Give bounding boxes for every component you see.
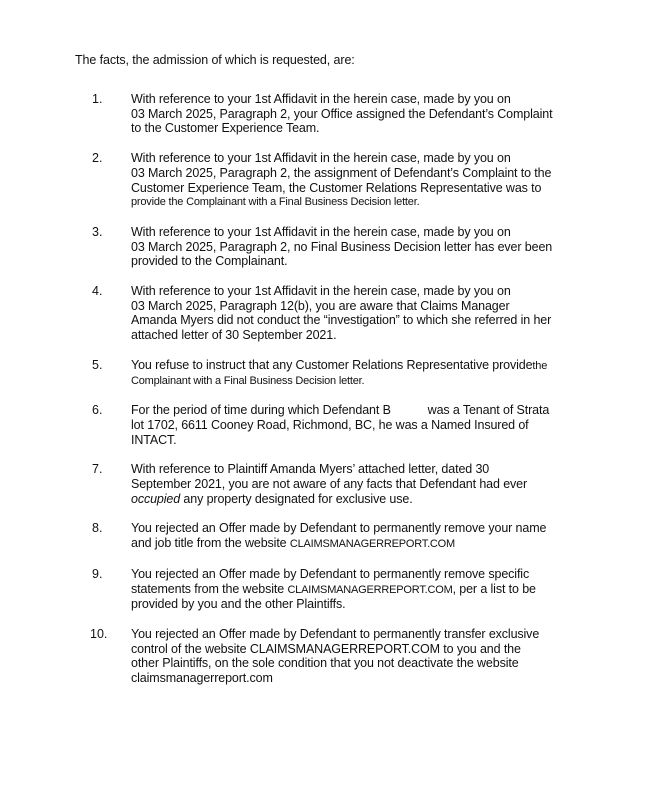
item-line: other Plaintiffs, on the sole condition that you not deactivate the website (131, 656, 519, 671)
italic-word: occupied (131, 491, 181, 506)
list-item (0, 92, 649, 136)
item-line: to the Customer Experience Team. (131, 121, 320, 136)
list-item (0, 284, 649, 343)
item-text (131, 627, 579, 686)
website-name: CLAIMSMANAGERREPORT.COM (289, 538, 455, 551)
item-number: 3. (92, 224, 103, 239)
item-line: With reference to Plaintiff Amanda Myers’ attached letter, dated 30 (131, 462, 490, 477)
item-line (131, 536, 579, 552)
item-line: 03 March 2025, Paragraph 2, the assignment of Defendant’s Complaint to the (131, 165, 552, 180)
item-line: 03 March 2025, Paragraph 12(b), you are aware that Claims Manager (131, 298, 510, 313)
item-text (131, 521, 579, 551)
item-line: For the period of time during which Defendant B was a Tenant of Strata (131, 403, 550, 418)
item-line: provided by you and the other Plaintiffs. (131, 597, 346, 612)
item-line: provided to the Complainant. (131, 254, 288, 269)
list-item (0, 462, 649, 506)
item-line: September 2021, you are not aware of any facts that Defendant had ever (131, 477, 528, 492)
item-number: 1. (92, 92, 103, 106)
item-line: attached letter of 30 September 2021. (131, 328, 337, 343)
item-line (131, 492, 579, 507)
item-line: Complainant with a Final Business Decision letter. (131, 374, 365, 387)
item-line (131, 358, 579, 374)
item-text (131, 151, 579, 210)
item-line (131, 582, 579, 598)
item-number: 9. (92, 566, 103, 581)
intro-statement: The facts, the admission of which is requested, are: (75, 53, 355, 67)
item-line: You rejected an Offer made by Defendant to permanently transfer exclusive (131, 626, 540, 641)
item-line: You rejected an Offer made by Defendant to permanently remove your name (131, 521, 547, 536)
item-line-main: You refuse to instruct that any Customer Relations Representative provide (131, 357, 533, 372)
item-line: With reference to your 1st Affidavit in the herein case, made by you on (131, 224, 511, 239)
item-line: Customer Experience Team, the Customer Relations Representative was to (131, 180, 542, 195)
item-text (131, 358, 579, 388)
item-line-main: and job title from the website (131, 536, 290, 551)
item-text (131, 462, 579, 506)
admissions-list (0, 92, 649, 701)
item-line: With reference to your 1st Affidavit in the herein case, made by you on (131, 151, 511, 166)
item-text (131, 225, 579, 269)
item-number: 2. (92, 151, 103, 166)
item-line: Amanda Myers did not conduct the “investigation” to which she referred in her (131, 313, 552, 328)
item-line: provide the Complainant with a Final Business Decision letter. (131, 196, 420, 209)
item-line-main: statements from the website (131, 581, 288, 596)
item-line: lot 1702, 6611 Cooney Road, Richmond, BC, he was a Named Insured of (131, 417, 529, 432)
item-line: control of the website CLAIMSMANAGERREPORT.COM to you and the (131, 641, 521, 656)
item-line: With reference to your 1st Affidavit in the herein case, made by you on (131, 284, 511, 299)
item-text (131, 567, 579, 612)
item-line: 03 March 2025, Paragraph 2, your Office assigned the Defendant’s Complaint (131, 106, 553, 121)
item-line: You rejected an Offer made by Defendant to permanently remove specific (131, 566, 530, 581)
item-number: 10. (90, 626, 108, 641)
item-line: INTACT. (131, 432, 177, 447)
list-item (0, 627, 649, 686)
item-line-rest: any property designated for exclusive use. (180, 491, 413, 506)
item-line-tail: , per a list to be (452, 581, 536, 596)
list-item (0, 225, 649, 269)
item-line-tail: the (532, 359, 548, 372)
list-item (0, 151, 649, 210)
item-number: 8. (92, 521, 103, 536)
item-text (131, 92, 579, 136)
list-item (0, 358, 649, 388)
item-number: 6. (92, 403, 103, 418)
item-text (131, 403, 579, 447)
list-item (0, 403, 649, 447)
item-number: 4. (92, 284, 103, 299)
item-line: 03 March 2025, Paragraph 2, no Final Business Decision letter has ever been (131, 239, 553, 254)
list-item (0, 521, 649, 551)
item-line: claimsmanagerreport.com (131, 671, 273, 686)
list-item (0, 567, 649, 612)
item-number: 5. (92, 357, 103, 372)
item-text (131, 284, 579, 343)
website-name: CLAIMSMANAGERREPORT.COM (287, 583, 453, 596)
item-number: 7. (92, 462, 103, 477)
item-line: With reference to your 1st Affidavit in the herein case, made by you on (131, 92, 511, 106)
